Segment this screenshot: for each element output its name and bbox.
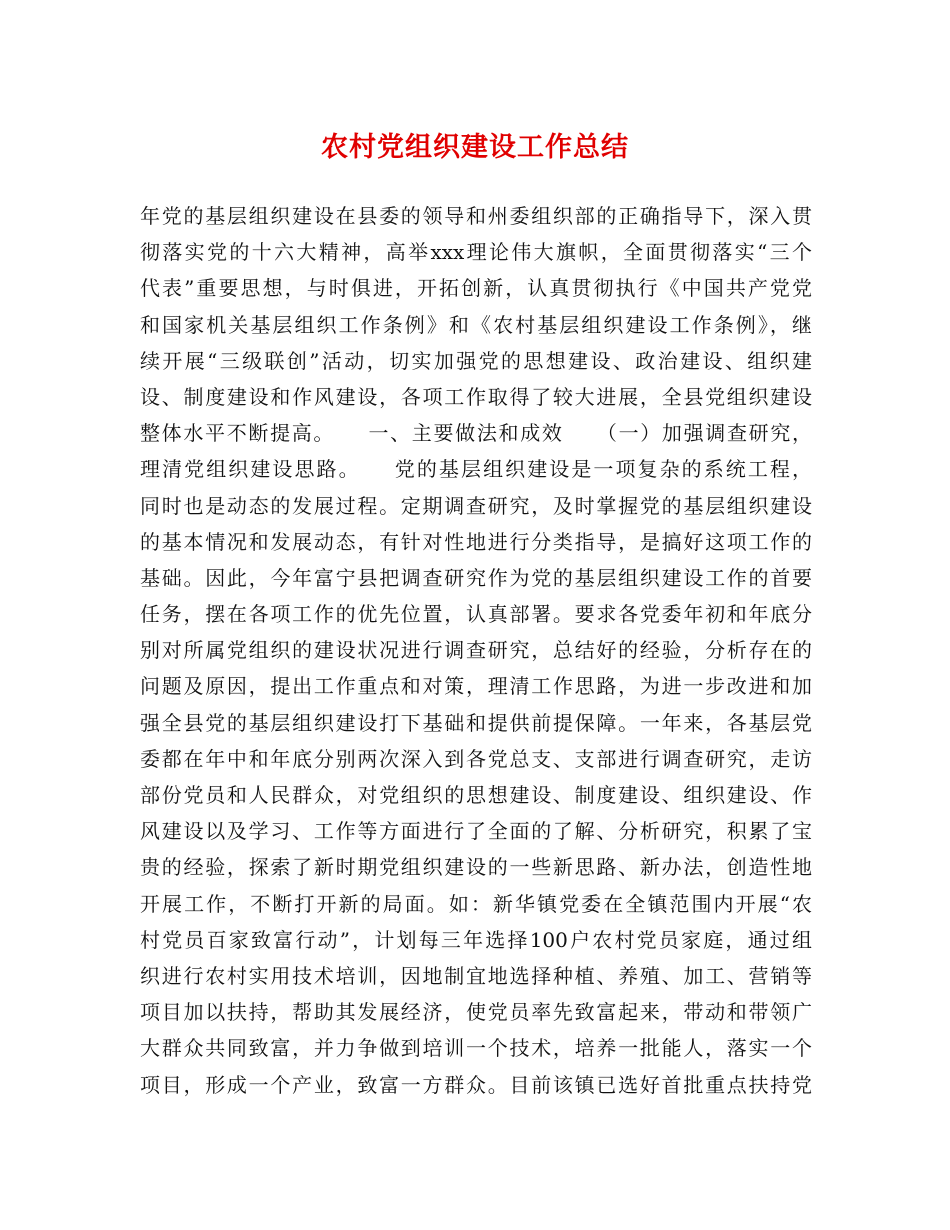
body-line: 别对所属党组织的建设状况进行调查研究，总结好的经验，分析存在的 xyxy=(140,638,812,663)
body-line: 织进行农村实用技术培训，因地制宜地选择种植、养殖、加工、营销等 xyxy=(140,963,812,988)
body-line: 同时也是动态的发展过程。定期调查研究，及时掌握党的基层组织建设 xyxy=(140,493,812,518)
document-body xyxy=(140,198,812,1103)
body-line: 大群众共同致富，并力争做到培训一个技术，培养一批能人，落实一个 xyxy=(140,1036,812,1061)
body-line: 年党的基层组织建设在县委的领导和州委组织部的正确指导下，深入贯 xyxy=(140,204,812,228)
body-line: 开展工作，不断打开新的局面。如：新华镇党委在全镇范围内开展“农 xyxy=(140,891,812,916)
body-line: 风建设以及学习、工作等方面进行了全面的了解、分析研究，积累了宝 xyxy=(140,819,812,844)
body-line: 任务，摆在各项工作的优先位置，认真部署。要求各党委年初和年底分 xyxy=(140,602,812,627)
body-line: 续开展“三级联创”活动，切实加强党的思想建设、政治建设、组织建 xyxy=(140,348,812,373)
body-line: 代表”重要思想，与时俱进，开拓创新，认真贯彻执行《中国共产党党 xyxy=(140,276,812,301)
body-line: 整体水平不断提高。 一、主要做法和成效 （一）加强调查研究， xyxy=(140,421,812,446)
body-line: 彻落实党的十六大精神，高举xxx理论伟大旗帜，全面贯彻落实“三个 xyxy=(140,240,812,265)
body-line: 理清党组织建设思路。 党的基层组织建设是一项复杂的系统工程， xyxy=(140,457,812,482)
body-line: 的基本情况和发展动态，有针对性地进行分类指导，是搞好这项工作的 xyxy=(140,529,812,554)
body-line: 贵的经验，探索了新时期党组织建设的一些新思路、新办法，创造性地 xyxy=(140,855,812,880)
document-title: 农村党组织建设工作总结 xyxy=(321,132,629,163)
body-line: 委都在年中和年底分别两次深入到各党总支、支部进行调查研究，走访 xyxy=(140,746,812,771)
body-line: 和国家机关基层组织工作条例》和《农村基层组织建设工作条例》，继 xyxy=(140,312,812,337)
body-line: 村党员百家致富行动”，计划每三年选择100户农村党员家庭，通过组 xyxy=(140,927,812,952)
body-line: 项目，形成一个产业，致富一方群众。目前该镇已选好首批重点扶持党 xyxy=(140,1072,812,1097)
body-line: 项目加以扶持，帮助其发展经济，使党员率先致富起来，带动和带领广 xyxy=(140,1000,812,1025)
body-line: 基础。因此，今年富宁县把调查研究作为党的基层组织建设工作的首要 xyxy=(140,565,812,590)
body-line: 设、制度建设和作风建设，各项工作取得了较大进展，全县党组织建设 xyxy=(140,384,812,409)
body-line: 强全县党的基层组织建设打下基础和提供前提保障。一年来，各基层党 xyxy=(140,710,812,735)
body-line: 部份党员和人民群众，对党组织的思想建设、制度建设、组织建设、作 xyxy=(140,783,812,807)
body-line: 问题及原因，提出工作重点和对策，理清工作思路，为进一步改进和加 xyxy=(140,674,812,699)
